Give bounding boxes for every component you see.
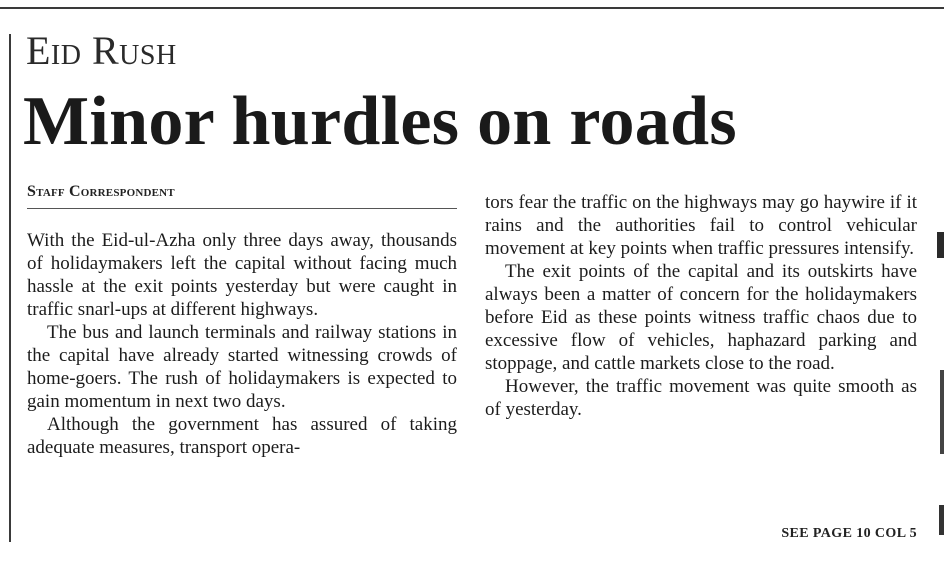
- top-rule: [0, 7, 944, 9]
- article-column-1: [27, 229, 457, 459]
- page-edge-mark: [939, 505, 944, 535]
- article-column-2: [485, 191, 917, 421]
- paragraph: The exit points of the capital and its outskirts have always been a matter of concern for the holidaymakers before Eid as these points witness traffic chaos due to excessive flow of vehicles, haphazard parking and stoppage, and cattle markets close to the road.: [485, 261, 917, 374]
- article-headline: Minor hurdles on roads: [23, 83, 737, 160]
- paragraph: Although the government has assured of taking adequate measures, transport opera-: [27, 414, 457, 458]
- paragraph: The bus and launch terminals and railway stations in the capital have already started witnessing crowds of home-goers. The rush of holidaymakers is expected to gain momentum in next two days.: [27, 322, 457, 412]
- byline-divider: [27, 208, 457, 209]
- left-column-rule: [9, 34, 11, 542]
- page-edge-mark: [940, 370, 944, 454]
- page-edge-mark: [937, 232, 944, 258]
- paragraph: With the Eid-ul-Azha only three days away, thousands of holidaymakers left the capital without facing much hassle at the exit points yesterday but were caught in traffic snarl-ups at different highways.: [27, 230, 457, 320]
- article-byline: Staff Correspondent: [27, 183, 175, 200]
- paragraph: However, the traffic movement was quite smooth as of yesterday.: [485, 376, 917, 420]
- paragraph: tors fear the traffic on the highways may go haywire if it rains and the authorities fail to control vehicular movement at key points when traffic pressures intensify.: [485, 192, 917, 259]
- continuation-jump-line: SEE PAGE 10 COL 5: [781, 526, 917, 541]
- article-kicker: Eid Rush: [26, 28, 177, 73]
